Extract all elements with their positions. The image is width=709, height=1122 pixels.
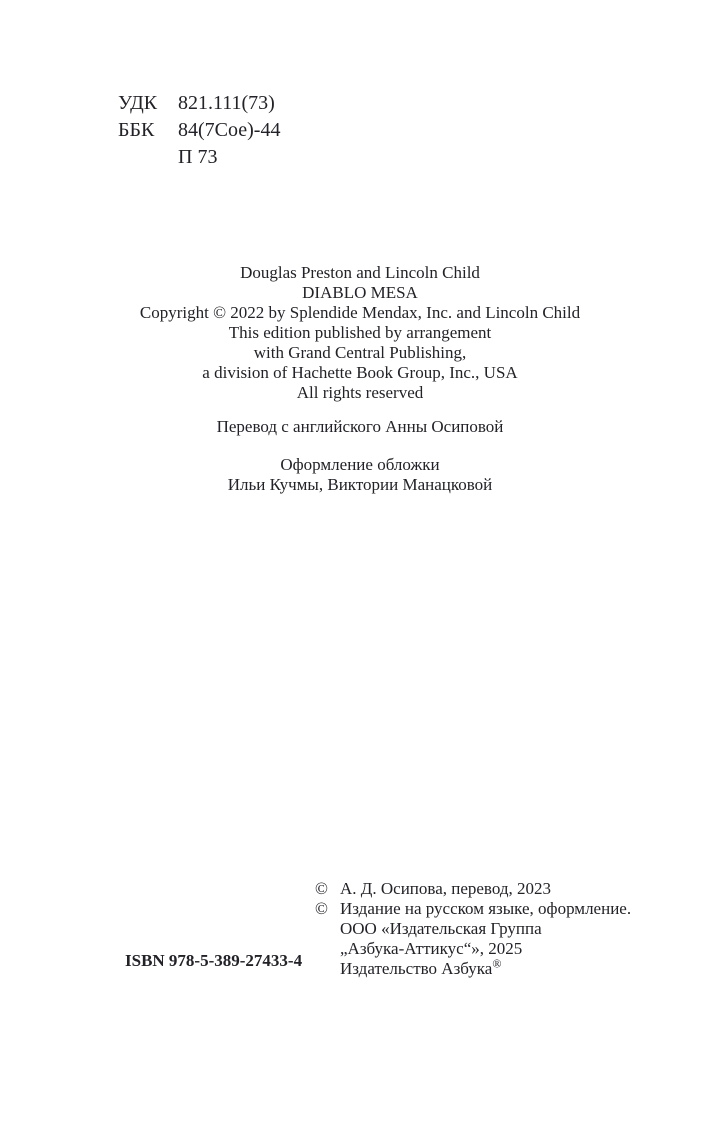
design-credit-title: Оформление обложки — [280, 455, 440, 474]
bbk-row — [118, 117, 280, 144]
copyright-symbol: © — [315, 899, 328, 918]
rights-line-reserved: All rights reserved — [296, 383, 424, 402]
notice-spacer — [315, 919, 340, 939]
cataloging-block — [118, 90, 280, 171]
bbk-value: 84(7Сое)-44 — [178, 119, 281, 141]
notice-publishing-group: ООО «Издательская Группа — [340, 919, 542, 938]
author-sign: П 73 — [178, 146, 218, 168]
bbk-label: ББК — [118, 119, 155, 141]
notice-spacer — [315, 959, 340, 979]
notice-azbuka-atticus: „Азбука-Аттикус“», 2025 — [340, 939, 523, 958]
notice-publisher-name: Издательство Азбука — [340, 959, 493, 978]
rights-line-authors: Douglas Preston and Lincoln Child — [240, 263, 480, 282]
copyright-notices — [315, 879, 631, 979]
rights-block — [11, 263, 709, 403]
copyright-symbol: © — [315, 879, 328, 898]
author-sign-row — [118, 144, 280, 171]
rights-line-copyright: Copyright © 2022 by Splendide Mendax, Inc. and Lincoln Child — [139, 303, 581, 322]
author-sign-spacer — [118, 144, 178, 171]
notice-publisher — [340, 956, 631, 979]
udk-row — [118, 90, 280, 117]
translation-credit: Перевод с английского Анны Осиповой — [216, 417, 504, 436]
notice-russian-edition: Издание на русском языке, оформление. — [340, 899, 632, 918]
notice-spacer — [315, 939, 340, 959]
rights-line-publisher: with Grand Central Publishing, — [253, 343, 467, 362]
udk-label: УДК — [118, 92, 158, 114]
registered-trademark-icon: ® — [492, 956, 502, 971]
udk-value: 821.111(73) — [178, 92, 275, 114]
isbn: ISBN 978-5-389-27433-4 — [125, 951, 303, 970]
notice-translation: А. Д. Осипова, перевод, 2023 — [340, 879, 551, 898]
design-credit-names: Ильи Кучмы, Виктории Манацковой — [227, 475, 493, 494]
rights-line-arrangement: This edition published by arrangement — [228, 323, 492, 342]
rights-line-division: a division of Hachette Book Group, Inc., USA — [202, 363, 518, 382]
design-credit — [11, 455, 709, 495]
rights-line-title: DIABLO MESA — [302, 283, 418, 302]
